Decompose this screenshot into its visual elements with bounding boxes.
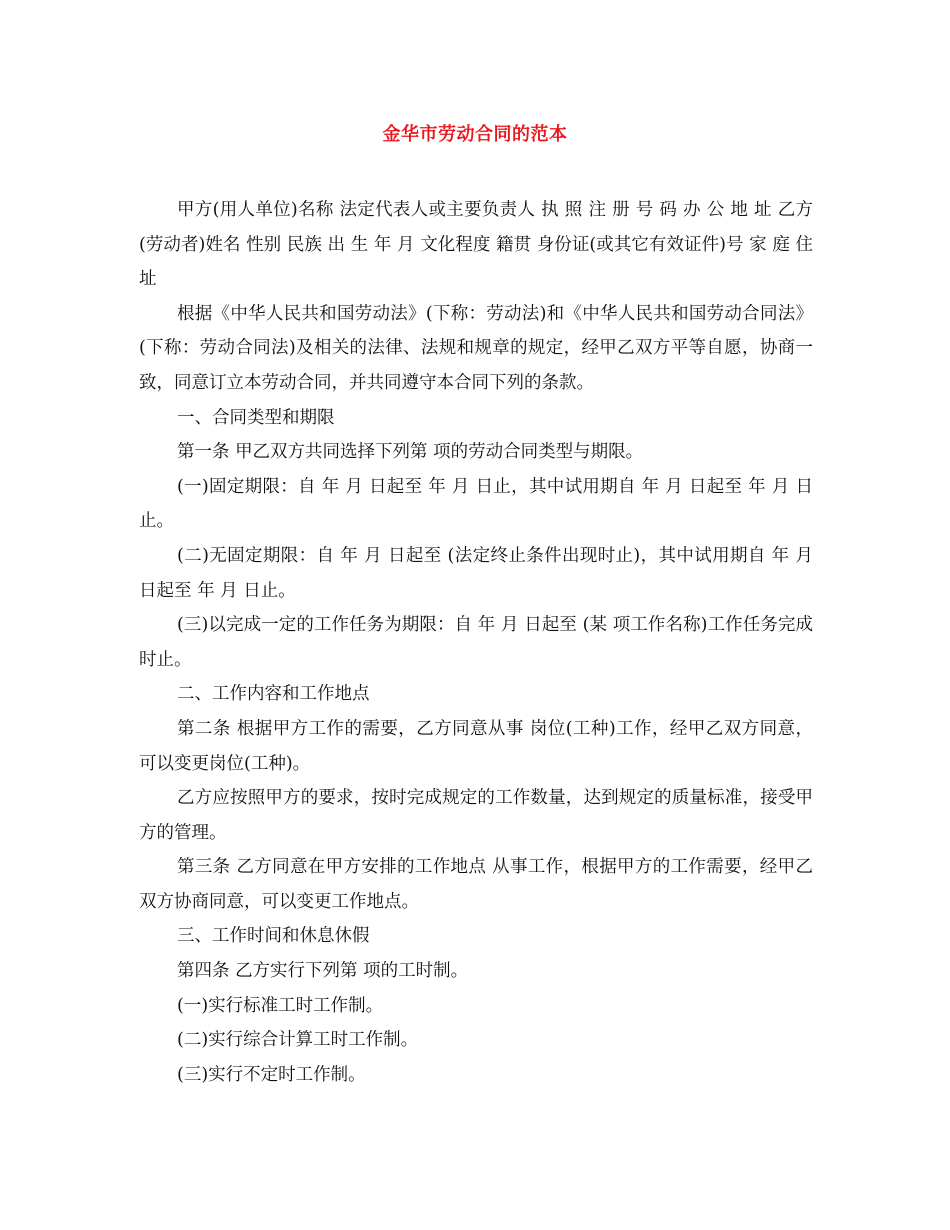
article-3: 第三条 乙方同意在甲方安排的工作地点 从事工作，根据甲方的工作需要，经甲乙双方协商同意，可以变更工作地点。 xyxy=(139,857,813,912)
section-heading-contract-type: 一、合同类型和期限 xyxy=(177,407,335,428)
article-2: 第二条 根据甲方工作的需要，乙方同意从事 岗位(工种)工作，经甲乙双方同意，可以变更岗位(工种)。 xyxy=(139,718,813,774)
article-4-item-3: (三)实行不定时工作制。 xyxy=(177,1064,366,1085)
article-1-item-3: (三)以完成一定的工作任务为期限：自 年 月 日起至 (某 项工作名称)工作任务完成时止。 xyxy=(139,615,813,670)
document-body xyxy=(139,193,813,1092)
document-title: 金华市劳动合同的范本 xyxy=(382,124,568,145)
article-4-item-1: (一)实行标准工时工作制。 xyxy=(177,995,384,1016)
article-2-paragraph-2: 乙方应按照甲方的要求，按时完成规定的工作数量，达到规定的质量标准，接受甲方的管理。 xyxy=(139,788,813,843)
article-4: 第四条 乙方实行下列第 项的工时制。 xyxy=(177,961,469,982)
article-1: 第一条 甲乙双方共同选择下列第 项的劳动合同类型与期限。 xyxy=(177,442,644,463)
article-1-item-2: (二)无固定期限：自 年 月 日起至 (法定终止条件出现时止)，其中试用期自 年 月 日起至 年 月 日止。 xyxy=(139,545,813,601)
section-heading-work-hours: 三、工作时间和休息休假 xyxy=(177,926,370,947)
article-1-item-1: (一)固定期限：自 年 月 日起至 年 月 日止，其中试用期自 年 月 日起至 年 月 日止。 xyxy=(139,476,813,532)
article-4-item-2: (二)实行综合计算工时工作制。 xyxy=(177,1030,419,1051)
section-heading-work-content: 二、工作内容和工作地点 xyxy=(177,684,370,705)
paragraph-parties: 甲方(用人单位)名称 法定代表人或主要负责人 执 照 注 册 号 码 办 公 地 址 乙方(劳动者)姓名 性别 民族 出 生 年 月 文化程度 籍贯 身份证(或其它有效证件)号 家 庭 住 址 xyxy=(139,200,813,290)
paragraph-preamble: 根据《中华人民共和国劳动法》(下称：劳动法)和《中华人民共和国劳动合同法》(下称：劳动合同法)及相关的法律、法规和规章的规定，经甲乙双方平等自愿，协商一致，同意订立本劳动合同，并共同遵守本合同下列的条款。 xyxy=(139,303,813,393)
